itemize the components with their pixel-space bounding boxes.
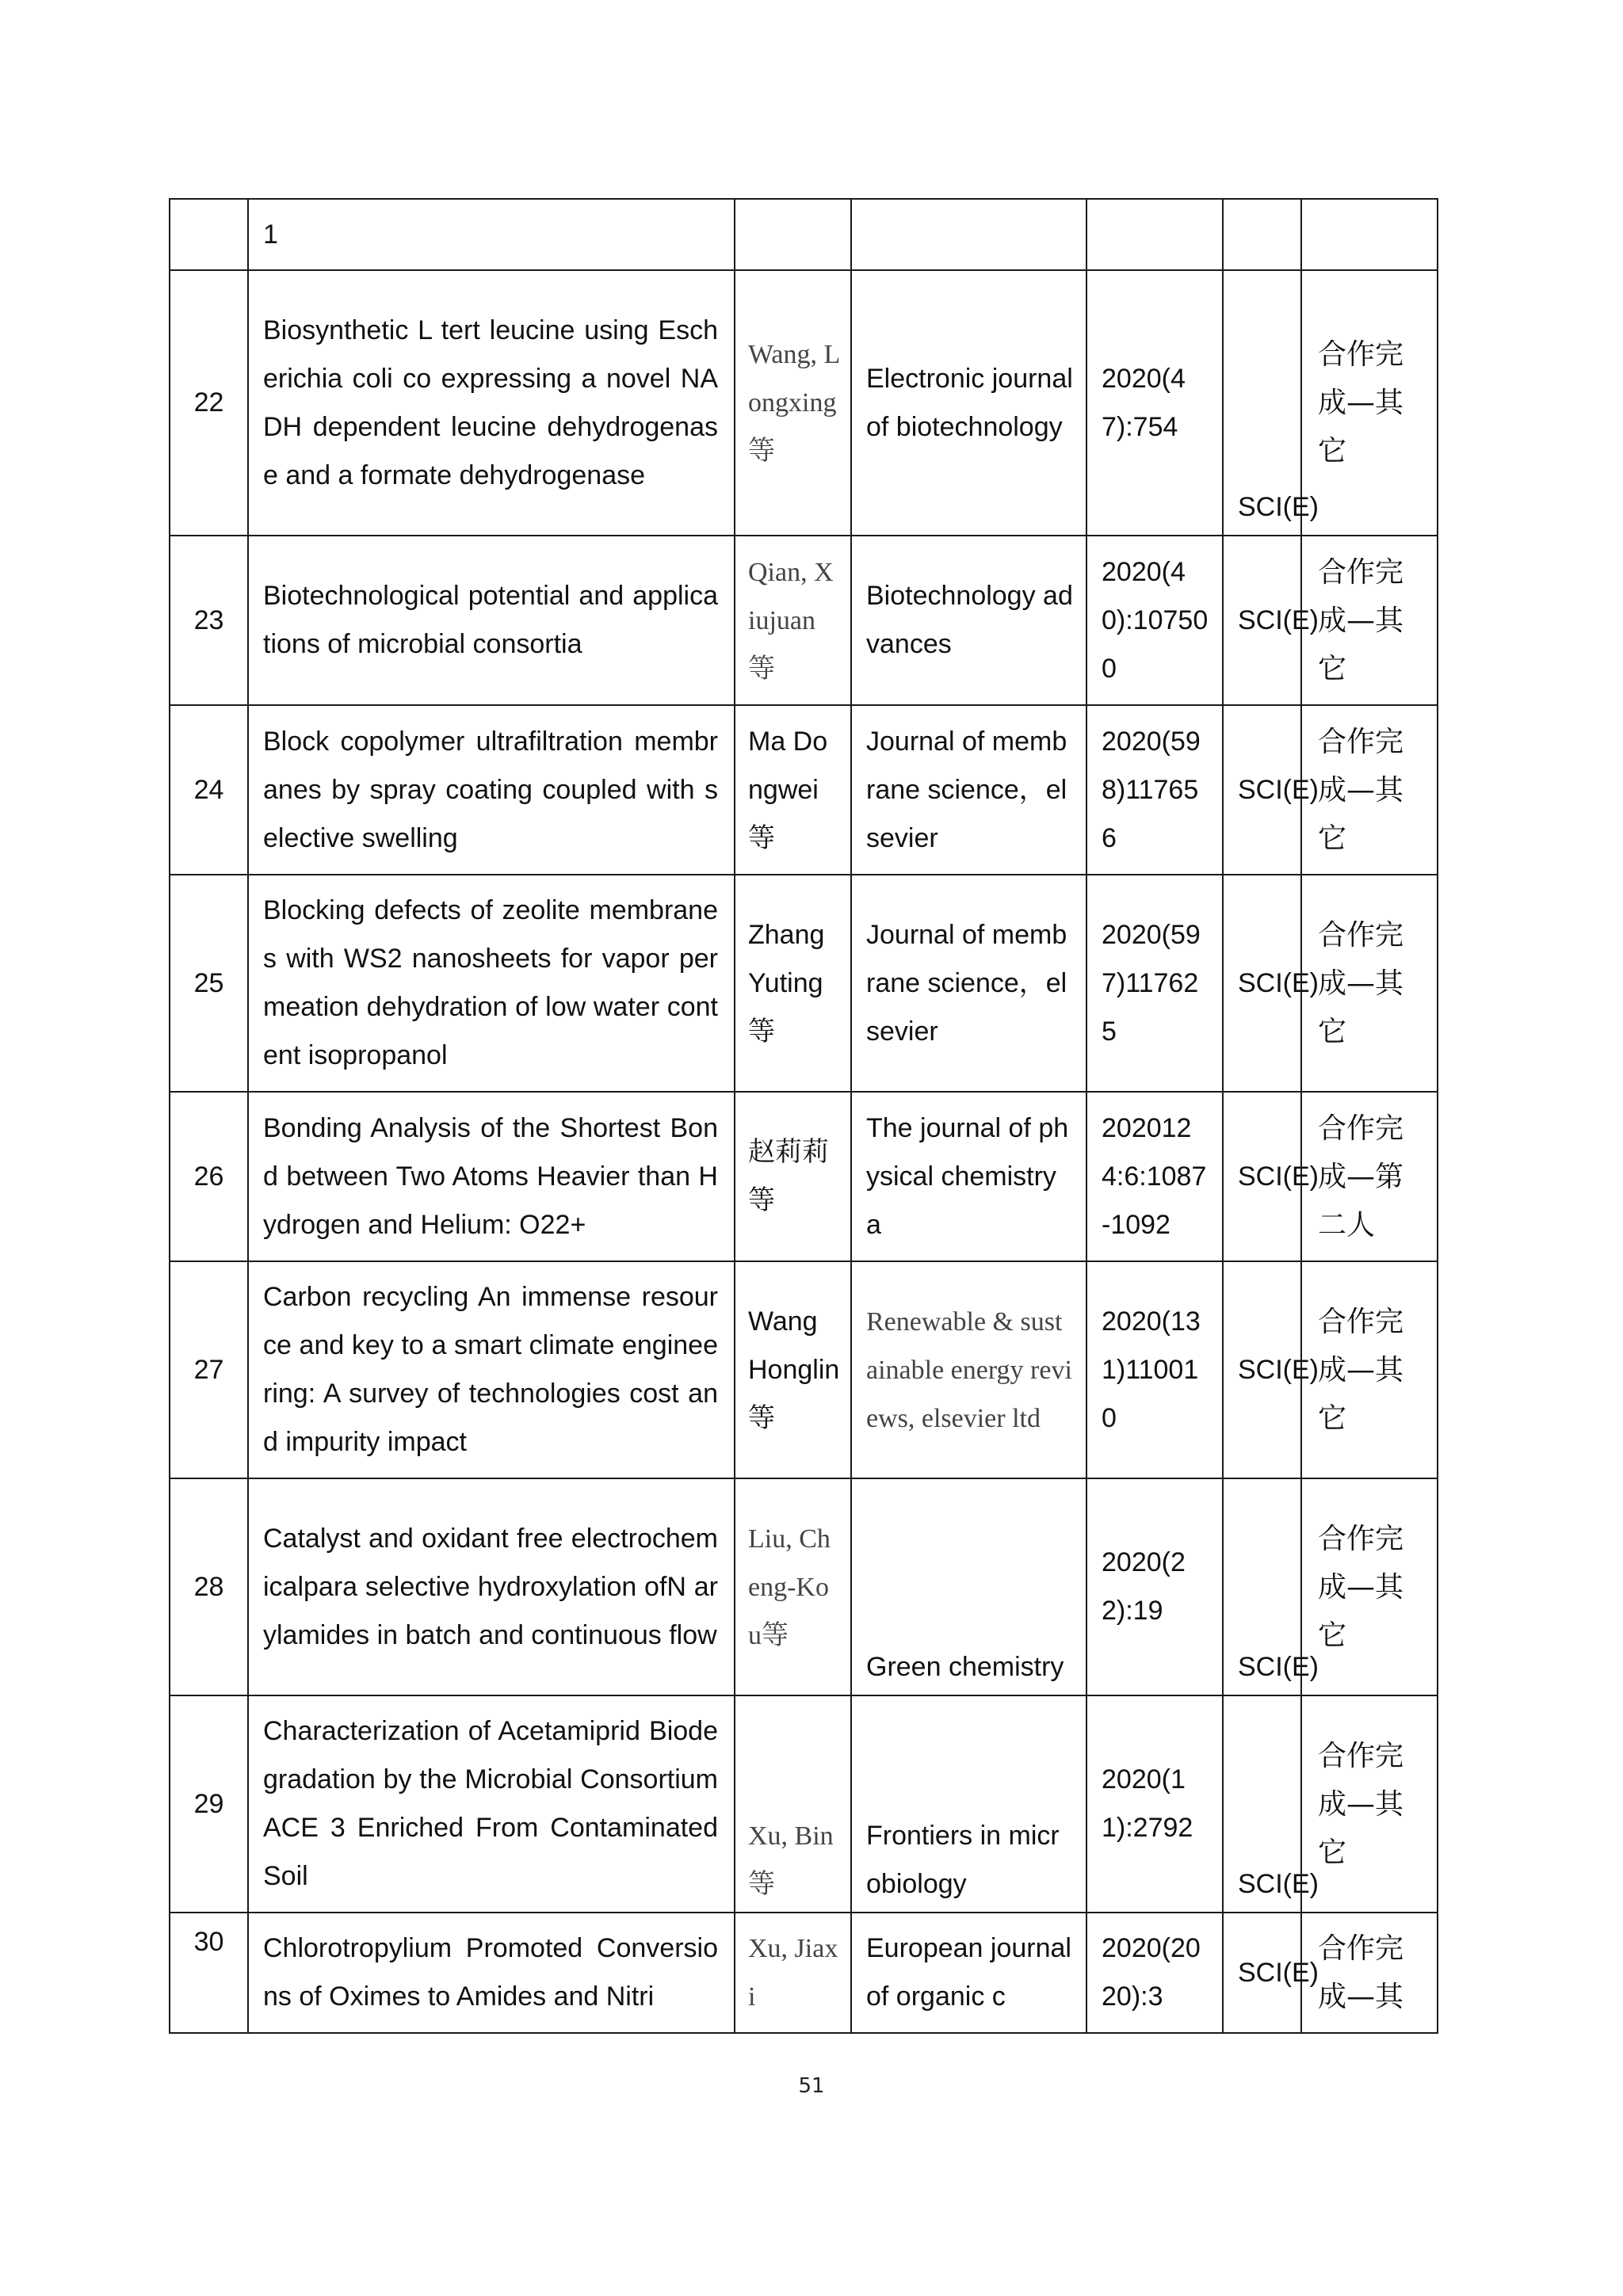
paper-volume: 2020(40):107500 (1086, 536, 1223, 705)
table-row (170, 199, 1438, 270)
row-number: 28 (170, 1478, 248, 1695)
paper-index-type: SCI(E) (1223, 1092, 1301, 1261)
paper-title: Characterization of Acetamiprid Biodegradation by the Microbial Consortium ACE 3 Enriched From Contaminated Soil (248, 1695, 735, 1913)
row-number: 22 (170, 270, 248, 536)
row-number: 24 (170, 705, 248, 875)
paper-journal: Renewable & sustainable energy reviews, elsevier ltd (851, 1261, 1086, 1478)
table-row (170, 1092, 1438, 1261)
paper-role: 合作完成—其它 (1301, 705, 1438, 875)
table-row (170, 1913, 1438, 2033)
paper-volume: 2020124:6:1087-1092 (1086, 1092, 1223, 1261)
paper-volume: 2020(47):754 (1086, 270, 1223, 536)
paper-title: Blocking defects of zeolite membranes with WS2 nanosheets for vapor permeation dehydration of low water content isopropanol (248, 875, 735, 1092)
paper-index-type (1223, 199, 1301, 270)
table-row (170, 1478, 1438, 1695)
row-number: 29 (170, 1695, 248, 1913)
paper-author: Liu, Cheng-Kou等 (735, 1478, 851, 1695)
paper-index-type: SCI(E) (1223, 270, 1301, 536)
paper-author: 赵莉莉等 (735, 1092, 851, 1261)
table-row (170, 1695, 1438, 1913)
paper-index-type: SCI(E) (1223, 1695, 1301, 1913)
paper-journal (851, 199, 1086, 270)
paper-journal: Electronic journal of biotechnology (851, 270, 1086, 536)
paper-author (735, 199, 851, 270)
paper-author: Zhang Yuting等 (735, 875, 851, 1092)
paper-index-type: SCI(E) (1223, 1261, 1301, 1478)
paper-role: 合作完成—其它 (1301, 270, 1438, 536)
row-number: 26 (170, 1092, 248, 1261)
paper-title: Biotechnological potential and applications of microbial consortia (248, 536, 735, 705)
paper-author: Ma Dongwei等 (735, 705, 851, 875)
paper-volume: 2020(22):19 (1086, 1478, 1223, 1695)
row-number: 30 (170, 1913, 248, 2033)
paper-title: Block copolymer ultrafiltration membranes by spray coating coupled with selective swelling (248, 705, 735, 875)
paper-role: 合作完成—其它 (1301, 536, 1438, 705)
row-number (170, 199, 248, 270)
row-number: 27 (170, 1261, 248, 1478)
paper-journal: Journal of membrane science，elsevier (851, 705, 1086, 875)
paper-role: 合作完成—第二人 (1301, 1092, 1438, 1261)
table-row (170, 875, 1438, 1092)
paper-journal: Green chemistry (851, 1478, 1086, 1695)
paper-index-type: SCI(E) (1223, 705, 1301, 875)
paper-journal: European journal of organic c (851, 1913, 1086, 2033)
paper-index-type: SCI(E) (1223, 536, 1301, 705)
paper-title: Carbon recycling An immense resource and key to a smart climate engineering: A survey of technologies cost and impurity impact (248, 1261, 735, 1478)
paper-title: Catalyst and oxidant free electrochemicalpara selective hydroxylation ofN arylamides in batch and continuous flow (248, 1478, 735, 1695)
paper-title: Biosynthetic L tert leucine using Escherichia coli co expressing a novel NADH dependent leucine dehydrogenase and a formate dehydrogenase (248, 270, 735, 536)
paper-journal: Frontiers in microbiology (851, 1695, 1086, 1913)
paper-index-type: SCI(E) (1223, 1913, 1301, 2033)
paper-journal: The journal of physical chemistry a (851, 1092, 1086, 1261)
table-row (170, 536, 1438, 705)
paper-volume: 2020(597)117625 (1086, 875, 1223, 1092)
paper-role: 合作完成—其它 (1301, 875, 1438, 1092)
paper-title: Chlorotropylium Promoted Conversions of Oximes to Amides and Nitri (248, 1913, 735, 2033)
paper-role: 合作完成—其它 (1301, 1261, 1438, 1478)
paper-role: 合作完成—其它 (1301, 1478, 1438, 1695)
paper-volume: 2020(2020):3 (1086, 1913, 1223, 2033)
paper-role: 合作完成—其它 (1301, 1695, 1438, 1913)
row-number: 23 (170, 536, 248, 705)
paper-author: Qian, Xiujuan等 (735, 536, 851, 705)
paper-volume: 2020(131)110010 (1086, 1261, 1223, 1478)
paper-volume: 2020(598)117656 (1086, 705, 1223, 875)
paper-title: 1 (248, 199, 735, 270)
page-number: 51 (798, 2074, 825, 2098)
paper-journal: Biotechnology advances (851, 536, 1086, 705)
paper-volume (1086, 199, 1223, 270)
paper-title: Bonding Analysis of the Shortest Bond between Two Atoms Heavier than Hydrogen and Helium: O22+ (248, 1092, 735, 1261)
paper-author: Xu, Bin等 (735, 1695, 851, 1913)
paper-list-table (169, 198, 1438, 2034)
paper-index-type: SCI(E) (1223, 1478, 1301, 1695)
paper-author: Wang Honglin等 (735, 1261, 851, 1478)
paper-author: Xu, Jiaxi (735, 1913, 851, 2033)
table-row (170, 705, 1438, 875)
paper-author: Wang, Longxing等 (735, 270, 851, 536)
paper-role: 合作完成—其 (1301, 1913, 1438, 2033)
paper-volume: 2020(11):2792 (1086, 1695, 1223, 1913)
row-number: 25 (170, 875, 248, 1092)
table-row (170, 270, 1438, 536)
paper-journal: Journal of membrane science，elsevier (851, 875, 1086, 1092)
paper-role (1301, 199, 1438, 270)
table-row (170, 1261, 1438, 1478)
paper-index-type: SCI(E) (1223, 875, 1301, 1092)
